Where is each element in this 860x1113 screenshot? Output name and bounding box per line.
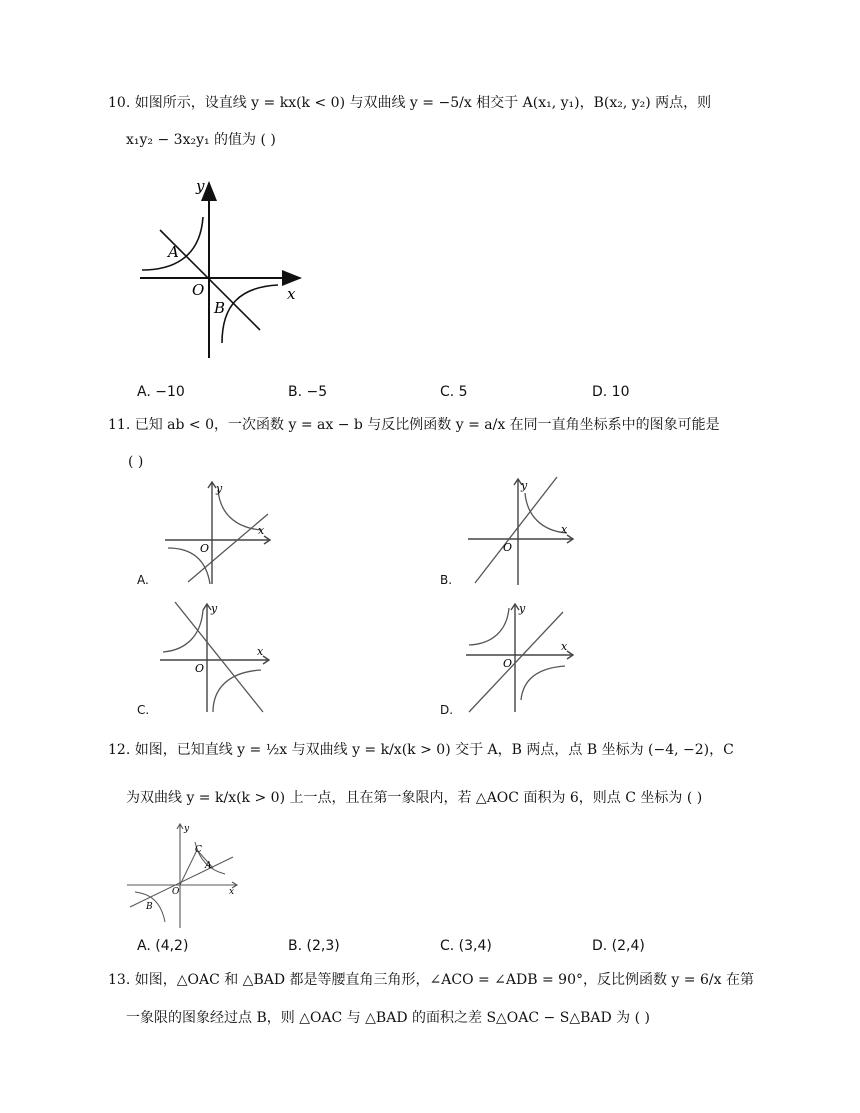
q12-stem-line1: 12. 如图，已知直线 y = ½x 与双曲线 y = k/x(k > 0) 交于 A，B 两点，点 B 坐标为 (−4, −2)，C <box>108 742 734 758</box>
svg-text:A: A <box>205 861 212 871</box>
q11-option-c[interactable]: C. <box>137 703 150 717</box>
svg-text:O: O <box>200 542 210 555</box>
q12-option-d[interactable]: D. (2,4) <box>592 938 645 954</box>
svg-text:x: x <box>258 524 265 537</box>
q10-label-y: y <box>196 177 205 195</box>
svg-text:x: x <box>229 887 235 897</box>
q10-stem-line1: 10. 如图所示，设直线 y = kx(k < 0) 与双曲线 y = −5/x 相交于 A(x₁, y₁)，B(x₂, y₂) 两点，则 <box>108 95 712 111</box>
svg-text:O: O <box>195 662 205 675</box>
q11-option-d[interactable]: D. <box>440 703 454 717</box>
q12-option-c[interactable]: C. (3,4) <box>440 938 492 954</box>
q10-label-A: A <box>168 243 179 261</box>
q11-figure-c <box>157 600 275 715</box>
q10-hyperbola-branch-4 <box>222 285 278 343</box>
q11-stem-line2: ( ) <box>128 454 144 470</box>
q12-figure <box>125 822 243 930</box>
svg-text:O: O <box>172 887 180 897</box>
q12-stem-line2: 为双曲线 y = k/x(k > 0) 上一点，且在第一象限内，若 △AOC 面积为 6，则点 C 坐标为 ( ) <box>126 790 703 806</box>
q10-label-x: x <box>287 285 296 303</box>
q11-figure-d <box>463 600 578 715</box>
q11-option-a[interactable]: A. <box>137 573 149 587</box>
svg-text:B: B <box>146 902 153 912</box>
svg-text:O: O <box>503 541 513 554</box>
q11-figure-a <box>160 478 275 586</box>
svg-text:y: y <box>216 482 223 495</box>
svg-text:x: x <box>561 523 568 536</box>
q13-stem-line1: 13. 如图，△OAC 和 △BAD 都是等腰直角三角形，∠ACO = ∠ADB = 90°，反比例函数 y = 6/x 在第 <box>108 972 754 988</box>
q10-figure <box>130 175 310 365</box>
q12-option-a[interactable]: A. (4,2) <box>137 938 189 954</box>
q10-option-d[interactable]: D. 10 <box>592 384 630 400</box>
svg-text:y: y <box>521 479 528 492</box>
svg-text:x: x <box>257 645 264 658</box>
q11-figure-b <box>463 473 578 588</box>
svg-text:y: y <box>519 602 526 615</box>
svg-text:O: O <box>503 657 513 670</box>
q10-stem-line2: x₁y₂ − 3x₂y₁ 的值为 ( ) <box>126 132 276 148</box>
q10-option-b[interactable]: B. −5 <box>288 384 328 400</box>
q13-stem-line2: 一象限的图象经过点 B，则 △OAC 与 △BAD 的面积之差 S△OAC − S△BAD 为 ( ) <box>126 1010 650 1026</box>
svg-text:C: C <box>195 845 202 855</box>
q11-option-b[interactable]: B. <box>440 573 453 587</box>
q11-stem-line1: 11. 已知 ab < 0，一次函数 y = ax − b 与反比例函数 y = a/x 在同一直角坐标系中的图象可能是 <box>108 417 720 433</box>
svg-text:y: y <box>211 602 218 615</box>
q10-option-c[interactable]: C. 5 <box>440 384 468 400</box>
q12-option-b[interactable]: B. (2,3) <box>288 938 340 954</box>
q10-label-O: O <box>192 281 205 299</box>
svg-text:y: y <box>184 824 190 834</box>
svg-text:x: x <box>561 640 568 653</box>
q10-option-a[interactable]: A. −10 <box>137 384 185 400</box>
q10-label-B: B <box>214 299 226 317</box>
